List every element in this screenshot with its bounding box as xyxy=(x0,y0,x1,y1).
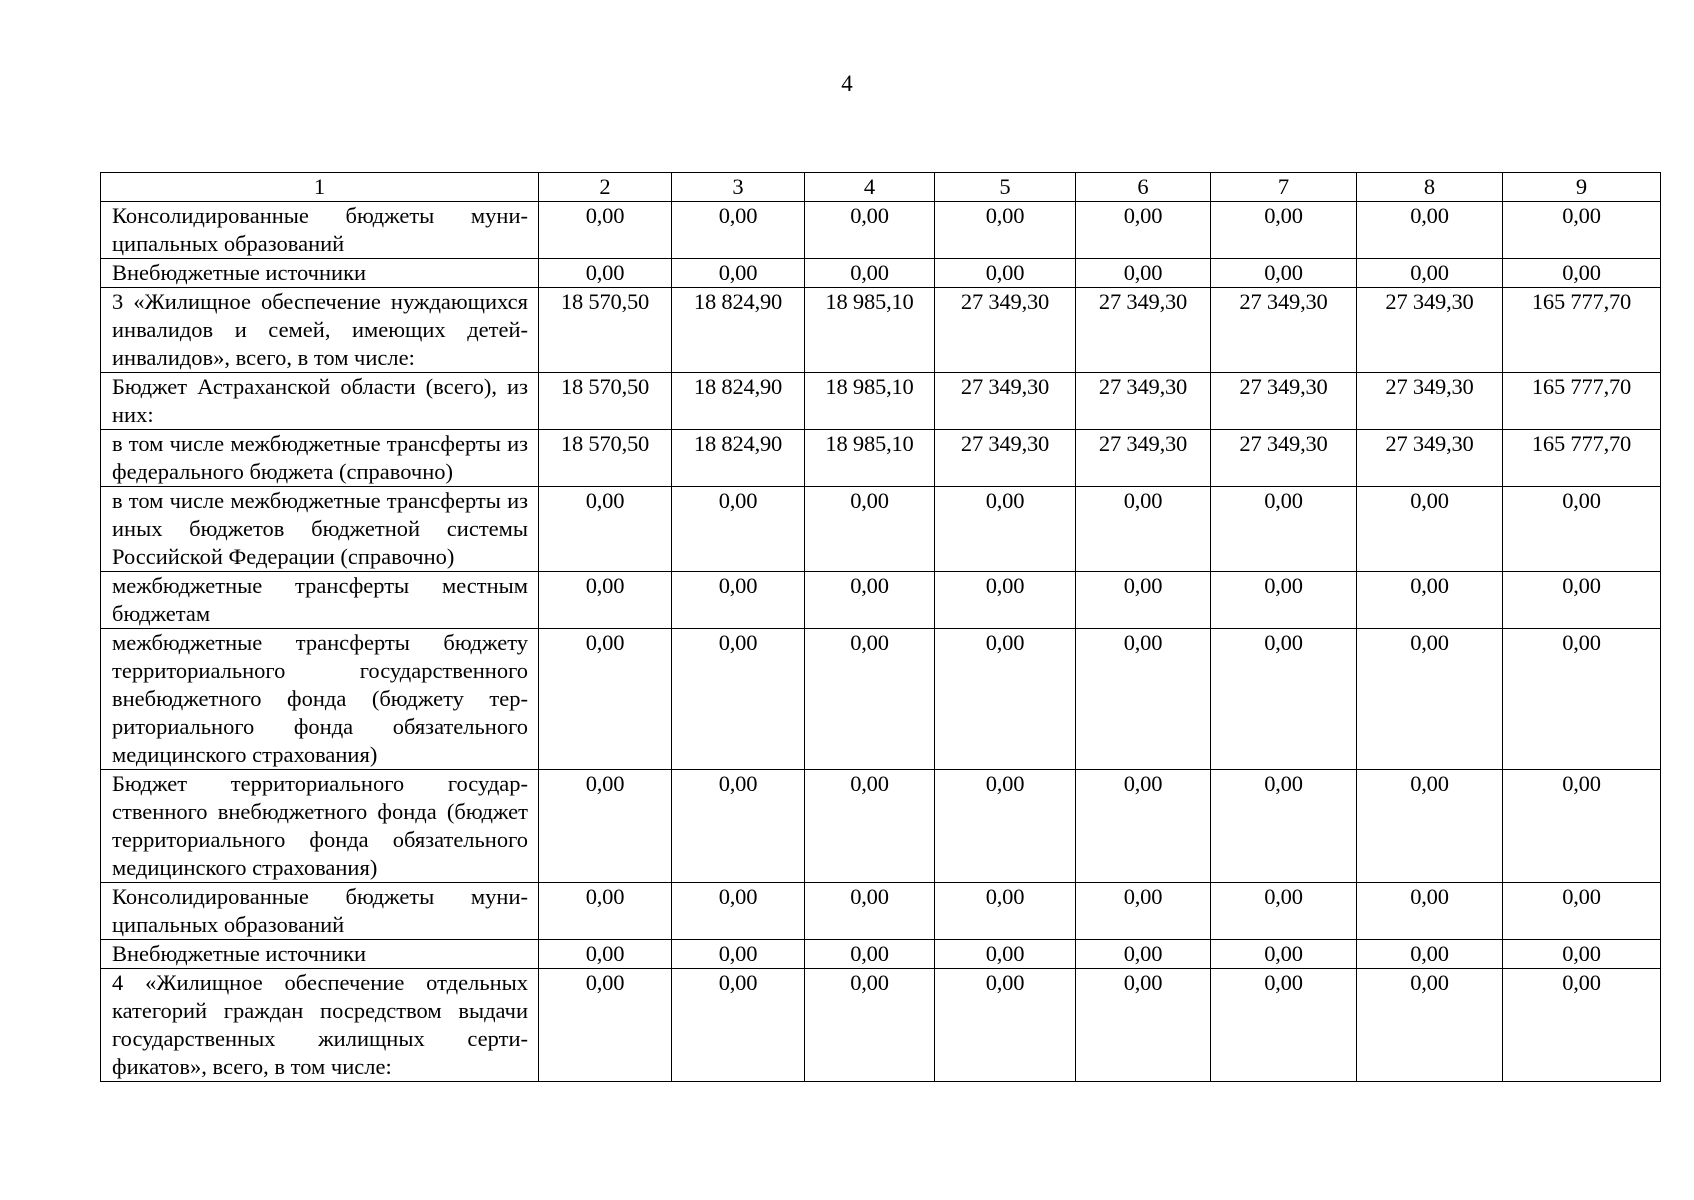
value-cell: 0,00 xyxy=(1503,940,1661,969)
value-cell: 0,00 xyxy=(935,202,1076,259)
budget-table xyxy=(100,172,1661,1082)
table-row xyxy=(101,572,1661,629)
value-cell: 18 985,10 xyxy=(805,373,935,430)
value-cell: 27 349,30 xyxy=(1076,288,1211,373)
value-cell: 0,00 xyxy=(1211,259,1357,288)
row-label: Бюджет Астраханской области (всего), из них: xyxy=(101,373,539,430)
value-cell: 27 349,30 xyxy=(1357,373,1503,430)
table-row xyxy=(101,940,1661,969)
value-cell: 0,00 xyxy=(805,940,935,969)
column-number: 8 xyxy=(1357,173,1503,202)
value-cell: 0,00 xyxy=(1503,259,1661,288)
column-number: 1 xyxy=(101,173,539,202)
value-cell: 0,00 xyxy=(935,487,1076,572)
column-number: 6 xyxy=(1076,173,1211,202)
table-row xyxy=(101,288,1661,373)
value-cell: 0,00 xyxy=(539,259,672,288)
value-cell: 0,00 xyxy=(1503,770,1661,883)
value-cell: 0,00 xyxy=(672,883,805,940)
column-number: 9 xyxy=(1503,173,1661,202)
table-row xyxy=(101,259,1661,288)
value-cell: 165 777,70 xyxy=(1503,430,1661,487)
table-row xyxy=(101,487,1661,572)
value-cell: 165 777,70 xyxy=(1503,373,1661,430)
table-row xyxy=(101,629,1661,770)
column-number: 4 xyxy=(805,173,935,202)
value-cell: 0,00 xyxy=(1076,940,1211,969)
row-label: Бюджет территориального государственного внебюджетного фонда (бюджет территориального фонда обязательного медицинского страхования) xyxy=(101,770,539,883)
value-cell: 0,00 xyxy=(672,969,805,1082)
value-cell: 0,00 xyxy=(935,940,1076,969)
value-cell: 0,00 xyxy=(1076,202,1211,259)
value-cell: 0,00 xyxy=(1357,969,1503,1082)
value-cell: 18 570,50 xyxy=(539,430,672,487)
value-cell: 0,00 xyxy=(935,259,1076,288)
value-cell: 0,00 xyxy=(1076,883,1211,940)
value-cell: 0,00 xyxy=(1076,259,1211,288)
value-cell: 0,00 xyxy=(1211,572,1357,629)
value-cell: 0,00 xyxy=(1503,629,1661,770)
value-cell: 0,00 xyxy=(805,572,935,629)
value-cell: 0,00 xyxy=(1503,487,1661,572)
page-number: 4 xyxy=(841,71,853,96)
value-cell: 0,00 xyxy=(935,629,1076,770)
value-cell: 0,00 xyxy=(539,572,672,629)
table-row xyxy=(101,770,1661,883)
value-cell: 0,00 xyxy=(1357,770,1503,883)
table-body xyxy=(101,173,1661,1082)
value-cell: 18 824,90 xyxy=(672,373,805,430)
row-label: 3 «Жилищное обеспечение нуждающихся инвалидов и семей, имеющих детей-инвалидов», всего, в том числе: xyxy=(101,288,539,373)
column-number: 2 xyxy=(539,173,672,202)
value-cell: 0,00 xyxy=(805,770,935,883)
value-cell: 165 777,70 xyxy=(1503,288,1661,373)
value-cell: 27 349,30 xyxy=(935,430,1076,487)
value-cell: 0,00 xyxy=(672,770,805,883)
value-cell: 0,00 xyxy=(805,969,935,1082)
table-row xyxy=(101,202,1661,259)
table-row xyxy=(101,883,1661,940)
value-cell: 0,00 xyxy=(1211,770,1357,883)
row-label: межбюджетные трансферты бюджету территориального государственного внебюджетного фонда (бюджету территориального фонда обязательного медицинского страхования) xyxy=(101,629,539,770)
value-cell: 0,00 xyxy=(539,202,672,259)
value-cell: 0,00 xyxy=(805,202,935,259)
value-cell: 27 349,30 xyxy=(1211,373,1357,430)
value-cell: 0,00 xyxy=(1211,940,1357,969)
value-cell: 18 985,10 xyxy=(805,288,935,373)
value-cell: 0,00 xyxy=(805,259,935,288)
value-cell: 0,00 xyxy=(1503,202,1661,259)
value-cell: 0,00 xyxy=(672,487,805,572)
value-cell: 0,00 xyxy=(539,940,672,969)
value-cell: 0,00 xyxy=(1357,202,1503,259)
value-cell: 0,00 xyxy=(539,629,672,770)
column-number: 7 xyxy=(1211,173,1357,202)
value-cell: 27 349,30 xyxy=(1357,430,1503,487)
value-cell: 0,00 xyxy=(1076,770,1211,883)
value-cell: 0,00 xyxy=(1211,202,1357,259)
value-cell: 0,00 xyxy=(805,487,935,572)
column-number: 5 xyxy=(935,173,1076,202)
column-number: 3 xyxy=(672,173,805,202)
table-row xyxy=(101,969,1661,1082)
table-row xyxy=(101,373,1661,430)
value-cell: 0,00 xyxy=(935,572,1076,629)
value-cell: 27 349,30 xyxy=(1076,373,1211,430)
value-cell: 0,00 xyxy=(1357,572,1503,629)
value-cell: 0,00 xyxy=(1357,883,1503,940)
value-cell: 0,00 xyxy=(1357,629,1503,770)
value-cell: 27 349,30 xyxy=(1211,288,1357,373)
value-cell: 27 349,30 xyxy=(935,288,1076,373)
value-cell: 0,00 xyxy=(1211,487,1357,572)
value-cell: 0,00 xyxy=(1503,969,1661,1082)
row-label: 4 «Жилищное обеспечение отдельных категорий граждан посредством выдачи государственных жилищных сертификатов», всего, в том числе: xyxy=(101,969,539,1082)
value-cell: 0,00 xyxy=(935,770,1076,883)
value-cell: 27 349,30 xyxy=(1357,288,1503,373)
row-label: Консолидированные бюджеты муниципальных образований xyxy=(101,202,539,259)
value-cell: 0,00 xyxy=(1503,883,1661,940)
value-cell: 0,00 xyxy=(935,969,1076,1082)
row-label: Консолидированные бюджеты муниципальных образований xyxy=(101,883,539,940)
row-label: Внебюджетные источники xyxy=(101,259,539,288)
value-cell: 0,00 xyxy=(1076,969,1211,1082)
value-cell: 0,00 xyxy=(1357,487,1503,572)
value-cell: 0,00 xyxy=(1503,572,1661,629)
value-cell: 0,00 xyxy=(1357,259,1503,288)
value-cell: 27 349,30 xyxy=(1211,430,1357,487)
value-cell: 0,00 xyxy=(805,629,935,770)
value-cell: 27 349,30 xyxy=(1076,430,1211,487)
value-cell: 18 570,50 xyxy=(539,373,672,430)
value-cell: 0,00 xyxy=(539,969,672,1082)
row-label: в том числе межбюджетные трансферты из иных бюджетов бюджетной системы Российской Федерации (справочно) xyxy=(101,487,539,572)
value-cell: 0,00 xyxy=(1211,883,1357,940)
value-cell: 0,00 xyxy=(1211,969,1357,1082)
value-cell: 0,00 xyxy=(539,487,672,572)
value-cell: 0,00 xyxy=(539,883,672,940)
value-cell: 18 985,10 xyxy=(805,430,935,487)
value-cell: 0,00 xyxy=(1211,629,1357,770)
value-cell: 0,00 xyxy=(672,259,805,288)
value-cell: 0,00 xyxy=(1076,487,1211,572)
value-cell: 0,00 xyxy=(1076,629,1211,770)
value-cell: 0,00 xyxy=(1076,572,1211,629)
value-cell: 0,00 xyxy=(672,940,805,969)
row-label: в том числе межбюджетные трансферты из федерального бюджета (справочно) xyxy=(101,430,539,487)
value-cell: 18 824,90 xyxy=(672,288,805,373)
value-cell: 0,00 xyxy=(672,629,805,770)
row-label: Внебюджетные источники xyxy=(101,940,539,969)
value-cell: 0,00 xyxy=(805,883,935,940)
row-label: межбюджетные трансферты местным бюджетам xyxy=(101,572,539,629)
value-cell: 0,00 xyxy=(539,770,672,883)
value-cell: 18 570,50 xyxy=(539,288,672,373)
value-cell: 27 349,30 xyxy=(935,373,1076,430)
value-cell: 0,00 xyxy=(672,202,805,259)
value-cell: 0,00 xyxy=(1357,940,1503,969)
value-cell: 18 824,90 xyxy=(672,430,805,487)
value-cell: 0,00 xyxy=(672,572,805,629)
table-row xyxy=(101,430,1661,487)
column-number-row xyxy=(101,173,1661,202)
value-cell: 0,00 xyxy=(935,883,1076,940)
